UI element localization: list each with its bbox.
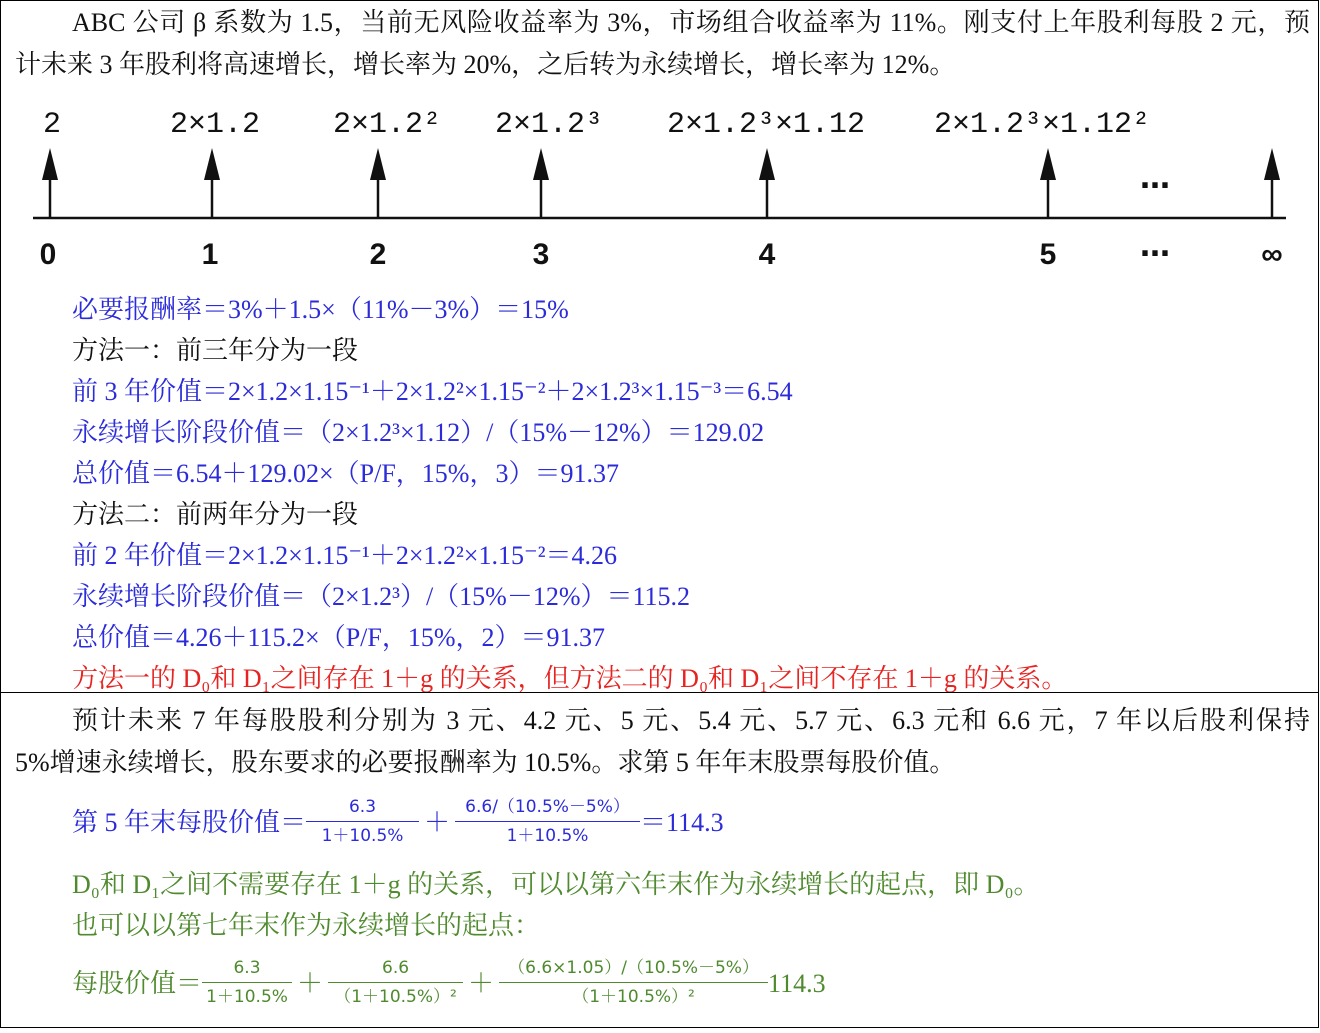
dividend-label-t1: 2×1.2 xyxy=(169,108,261,142)
problem1-statement-line-2: 计未来 3 年股利将高速增长，增长率为 20%，之后转为永续增长，增长率为 12%。 xyxy=(15,50,956,79)
problem1-statement-line-1: ABC 公司 β 系数为 1.5，当前无风险收益率为 3%，市场组合收益率为 11%。刚支付上年股利每股 2 元，预 xyxy=(72,8,1310,37)
period-ellipsis: … xyxy=(1140,229,1170,264)
timeline-arrow-t5 xyxy=(1040,148,1056,218)
method1-first3-value: 前 3 年价值＝2×1.2×1.15⁻¹＋2×1.2²×1.15⁻²＋2×1.2³×1.15⁻³＝6.54 xyxy=(72,377,793,406)
method1-perpetual-value: 永续增长阶段价值＝（2×1.2³×1.12）/（15%－12%）＝129.02 xyxy=(72,418,765,447)
method1-heading: 方法一：前三年分为一段 xyxy=(72,336,359,365)
formula2-result: 114.3 xyxy=(768,968,826,998)
fraction-denominator: 1＋10.5% xyxy=(321,826,404,846)
perpetuity-start-note-1: D₀和 D₁之间不需要存在 1＋g 的关系，可以以第六年末作为永续增长的起点，即 D₀。 xyxy=(72,870,1040,899)
timeline-arrow-t1 xyxy=(204,148,220,218)
method2-first2-value: 前 2 年价值＝2×1.2×1.15⁻¹＋2×1.2²×1.15⁻²＝4.26 xyxy=(72,541,617,570)
timeline-arrow-t4 xyxy=(759,148,775,218)
plus-sign: ＋ xyxy=(297,968,324,998)
dividend-label-t4: 2×1.2³×1.12 xyxy=(666,108,866,142)
perpetuity-start-note-2: 也可以以第七年末作为永续增长的起点： xyxy=(72,911,541,940)
dividend-timeline-diagram xyxy=(0,95,1320,275)
formula2-fraction-2 xyxy=(328,960,463,1006)
plus-sign: ＋ xyxy=(424,807,451,837)
method2-total-value: 总价值＝4.26＋115.2×（P/F，15%，2）＝91.37 xyxy=(72,623,606,652)
formula2-fraction-1 xyxy=(202,960,292,1006)
plus-sign: ＋ xyxy=(468,968,495,998)
fraction-denominator: （1＋10.5%）² xyxy=(572,987,695,1007)
fraction-numerator: 6.3 xyxy=(348,797,377,817)
method2-perpetual-value: 永续增长阶段价值＝（2×1.2³）/（15%－12%）＝115.2 xyxy=(72,582,691,611)
fraction-numerator: 6.6/（10.5%－5%） xyxy=(465,797,630,817)
dividend-label-t0: 2 xyxy=(42,108,62,142)
formula1-fraction-2 xyxy=(455,799,640,845)
period-label-5: 5 xyxy=(1039,238,1057,271)
per-share-value-formula xyxy=(72,953,1310,1013)
formula1-fraction-1 xyxy=(306,799,419,845)
method-comparison-note: 方法一的 D₀和 D₁之间存在 1＋g 的关系，但方法二的 D₀和 D₁之间不存在 1＋g 的关系。 xyxy=(72,664,1068,693)
year5-value-formula xyxy=(72,796,1310,848)
dividend-label-t2: 2×1.2² xyxy=(332,108,442,142)
fraction-denominator: （1＋10.5%）² xyxy=(334,987,457,1007)
timeline-arrow-t0 xyxy=(42,148,58,218)
period-label-1: 1 xyxy=(201,238,219,271)
formula1-label: 第 5 年末每股价值＝ xyxy=(72,807,307,837)
formula1-result: ＝114.3 xyxy=(640,807,724,837)
problem2-statement-line-1: 预计未来 7 年每股股利分别为 3 元、4.2 元、5 元、5.4 元、5.7 元、6.3 元和 6.6 元，7 年以后股利保持 xyxy=(72,706,1310,735)
period-label-4: 4 xyxy=(758,238,776,271)
dividend-ellipsis: … xyxy=(1140,161,1170,196)
fraction-numerator: （6.6×1.05）/（10.5%－5%） xyxy=(508,958,759,978)
timeline-arrow-t3 xyxy=(533,148,549,218)
fraction-denominator: 1＋10.5% xyxy=(206,987,288,1007)
section-divider xyxy=(0,692,1319,693)
period-label-infinity: ∞ xyxy=(1261,238,1283,271)
method2-heading: 方法二：前两年分为一段 xyxy=(72,500,359,529)
fraction-numerator: 6.3 xyxy=(233,958,261,978)
fraction-denominator: 1＋10.5% xyxy=(506,826,589,846)
dividend-label-t3: 2×1.2³ xyxy=(494,108,604,142)
dividend-label-t5: 2×1.2³×1.12² xyxy=(933,108,1151,142)
timeline-arrow-t2 xyxy=(370,148,386,218)
period-label-0: 0 xyxy=(39,238,57,271)
formula2-fraction-3 xyxy=(499,960,768,1006)
period-label-3: 3 xyxy=(532,238,550,271)
timeline-arrow-infinity xyxy=(1264,148,1280,218)
formula2-label: 每股价值＝ xyxy=(72,968,203,998)
period-label-2: 2 xyxy=(369,238,387,271)
method1-total-value: 总价值＝6.54＋129.02×（P/F，15%，3）＝91.37 xyxy=(72,459,619,488)
fraction-numerator: 6.6 xyxy=(382,958,410,978)
problem2-statement-line-2: 5%增速永续增长，股东要求的必要报酬率为 10.5%。求第 5 年年末股票每股价值。 xyxy=(15,748,956,777)
required-return-line: 必要报酬率＝3%＋1.5×（11%－3%）＝15% xyxy=(72,295,569,324)
